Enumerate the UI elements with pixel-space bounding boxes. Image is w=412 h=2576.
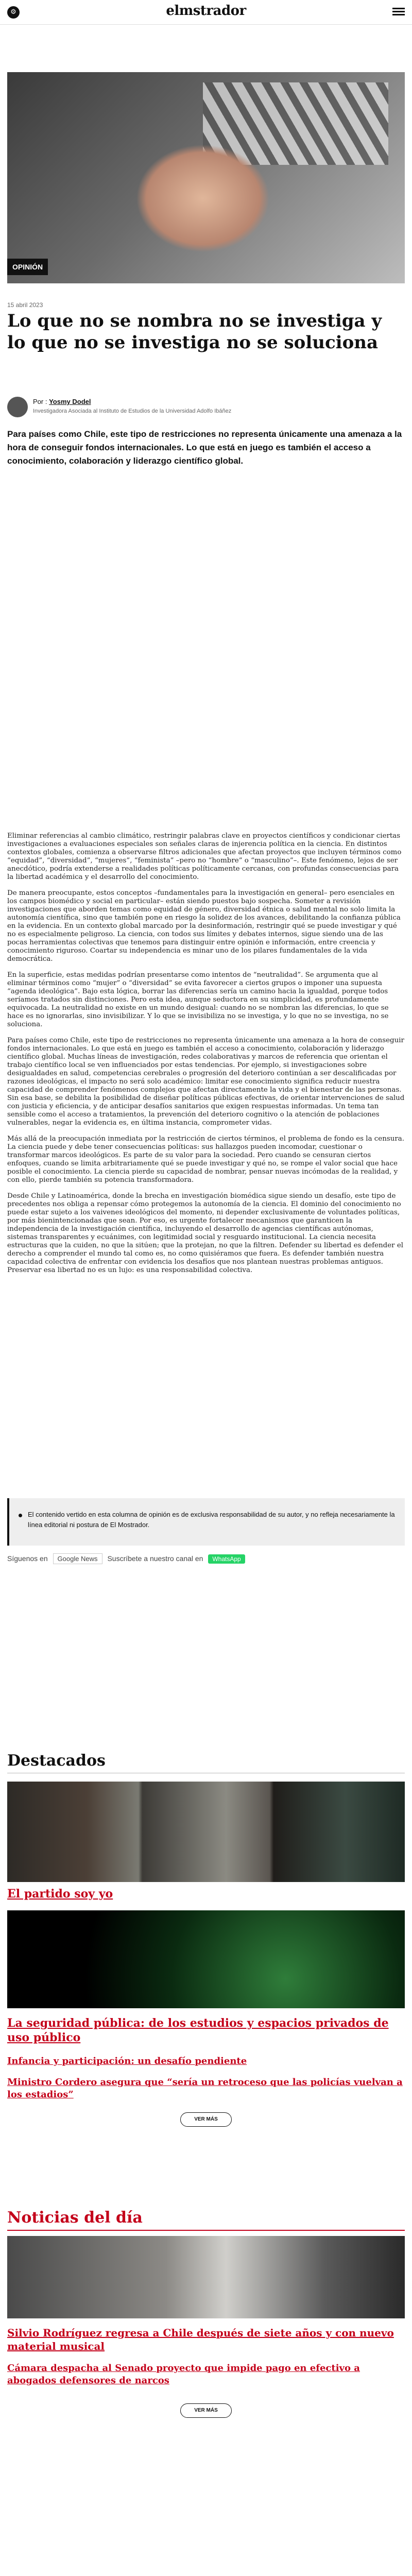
destacados-headline-2[interactable]: La seguridad pública: de los estudios y espacios privados de uso público (7, 2016, 389, 2044)
noticias-headline-2[interactable]: Cámara despacha al Senado proyecto que impide pago en efectivo a abogados defensores de narcos (7, 2363, 360, 2386)
article-body (7, 832, 405, 1282)
logo-prefix: el (166, 3, 179, 19)
article-lead: Para países como Chile, este tipo de restricciones no representa únicamente una amenaza a la hora de conseguir fondos internacionales. Lo que está en juego es también el acceso a conocimiento, colaboración y liderazgo científico global. (7, 429, 402, 466)
article-title: Lo que no se nombra no se investiga y lo que no se investiga no se soluciona (7, 311, 382, 353)
author-name-line (33, 398, 91, 405)
author-prefix: Por : (33, 398, 47, 405)
gear-icon[interactable]: ⚙ (7, 6, 20, 19)
noticias-headline-1[interactable]: Silvio Rodríguez regresa a Chile después de siete años y con nuevo material musical (7, 2327, 394, 2352)
hero-image (7, 72, 405, 283)
noticias-title: Noticias del día (7, 2209, 405, 2231)
noticias-image-1[interactable] (7, 2236, 405, 2318)
destacados-title: Destacados (7, 1752, 405, 1773)
whatsapp-button[interactable]: WhatsApp (208, 1554, 245, 1564)
author-role: Investigadora Asociada al Instituto de Estudios de la Universidad Adolfo Ibáñez (33, 408, 232, 414)
body-paragraph: Desde Chile y Latinoamérica, donde la brecha en investigación biomédica sigue siendo un desafío, este tipo de precedentes nos obliga a repensar cómo protegemos la autonomía de la ciencia. El dominio del conocimiento no puede estar sujeto a los vaivenes ideológicos del momento, ni depender exclusivamente de voluntades políticas, por más bienintencionadas que sean. Por eso, es urgente fortalecer mecanismos que garanticen la independencia de la investigación científica, incluyendo el desarrollo de agencias científicas autónomas, sistemas transparentes y ecuánimes, con legitimidad social y resguardo institucional. La ciencia necesita estructuras que la cuiden, no que la sitúen; que la protejan, no que la filtren. Defender su libertad es defender el derecho a comprender el mundo tal como es, no como quisiéramos que fuera. Es defender también nuestra capacidad colectiva de enfrentar con evidencia los desafíos que nos plantean nuestras problemas antiguos. Preservar esa libertad no es un lujo: es una responsabilidad colectiva. (7, 1192, 404, 1274)
author-link[interactable]: Yosmy Dodel (49, 398, 91, 405)
body-paragraph: En la superficie, estas medidas podrían presentarse como intentos de “neutralidad”. Se argumenta que al eliminar términos como “mujer” o “diversidad” se evita favorecer a ciertos grupos o imponer una supuesta “agenda ideológica”. Bajo esta lógica, borrar las diferencias sería un camino hacia la igualdad, porque todos seríamos tratados sin distinciones. Pero esta idea, aunque seductora en su simplicidad, es profundamente equivocada. La neutralidad no existe en un mundo desigual: cuando no se nombran las diferencias, lo que se hace es no ignorarlas, sino invisibilizar. Y lo que se invisibiliza no se investiga, y lo que no se investiga, no se soluciona. (7, 971, 389, 1028)
body-paragraph: Eliminar referencias al cambio climático, restringir palabras clave en proyectos científicos y condicionar ciertas investigaciones a evaluaciones especiales son señales claras de injerencia política en la ciencia. En distintos contextos globales, comienza a observarse filtros adicionales que afectan proyectos que incluyen términos como “equidad”, “diversidad”, “mujeres”, “feminista” –pero no “hombre” o “masculino”–. Este fenómeno, lejos de ser anecdótico, podría extenderse a realidades políticas políticamente cercanas, con profundas consecuencias para la libertad académica y el desarrollo del conocimiento. (7, 832, 402, 881)
destacados-headline-1[interactable]: El partido soy yo (7, 1887, 113, 1901)
destacados-headline-3[interactable]: Infancia y participación: un desafío pendiente (7, 2056, 247, 2066)
section-tag[interactable]: OPINIÓN (7, 259, 48, 275)
follow-bar (7, 1553, 405, 1568)
destacados-headline-4[interactable]: Ministro Cordero asegura que “sería un retroceso que las policías vuelvan a los estadios” (7, 2077, 403, 2100)
logo-suffix: strador (193, 3, 246, 19)
hero-hand (136, 144, 270, 252)
follow-text: Síguenos en (7, 1554, 48, 1563)
site-logo[interactable] (166, 3, 246, 19)
author-block (7, 397, 404, 422)
hamburger-menu-icon[interactable] (392, 6, 405, 19)
article-date: 15 abril 2023 (7, 301, 43, 309)
destacados-image-2[interactable] (7, 1910, 405, 2008)
author-avatar[interactable] (7, 397, 28, 417)
whatsapp-text: Suscríbete a nuestro canal en (107, 1554, 203, 1563)
logo-mark: m (179, 3, 193, 19)
body-paragraph: Más allá de la preocupación inmediata por la restricción de ciertos términos, el problema de fondo es la censura. La ciencia puede y debe tener consecuencias políticas: sus hallazgos pueden incomodar, cuestionar o transformar marcos ideológicos. Es parte de su valor para la sociedad. Pero cuando se censuran ciertos enfoques, cuando se limita arbitrariamente qué se puede investigar y qué no, se rompe el valor social que hace posible el conocimiento. La ciencia pierde su capacidad de nombrar, pensar nuevas incómodas de la realidad, y con ello, pierde también su potencia transformadora. (7, 1135, 404, 1184)
body-paragraph: De manera preocupante, estos conceptos –fundamentales para la investigación en general– pero esenciales en los campos biomédico y social en particular– están siendo puestos bajo sospecha. Someter a revisión investigaciones que aborden temas como equidad de género, diversidad étnica o salud mental no solo limita la autonomía científica, sino que también pone en riesgo la solidez de los avances, debilitando la confianza pública en la evidencia. En un contexto global marcado por la desinformación, restringir qué se puede investigar y qué no es especialmente peligroso. La ciencia, con todos sus límites y debates internos, sigue siendo una de las pocas herramientas colectivas que tenemos para distinguir entre opinión e información, entre creencia y conocimiento riguroso. Coartar su independencia es minar uno de los pilares fundamentales de la vida democrática. (7, 889, 401, 963)
destacados-image-1[interactable] (7, 1782, 405, 1882)
google-news-button[interactable]: Google News (53, 1553, 102, 1564)
destacados-more-button[interactable]: VER MÁS (180, 2112, 232, 2127)
site-header (0, 0, 412, 25)
body-paragraph: Para países como Chile, este tipo de restricciones no representa únicamente una amenaza a la hora de conseguir fondos internacionales. Lo que está en juego es también el acceso a conocimiento, colaboración y liderazgo científico global. Muchas líneas de investigación, redes colaborativas y marcos de referencia que orientan el trabajo científico local se ven influenciados por estas tendencias. Por ejemplo, si investigaciones sobre desigualdades en salud, competencias cerebrales o progresión del deterioro continúan a ser descalificadas por razones ideológicas, el impacto no será solo académico: limitar ese conocimiento significa reducir nuestra capacidad de comprender fenómenos complejos que afectan directamente la vida y el bienestar de las personas. Sin esa base, se debilita la posibilidad de diseñar políticas públicas efectivas, de orientar intervenciones de salud con justicia y eficiencia, y de anticipar desafíos sanitarios que exigen respuestas informadas. Un tema tan sensible como el acceso a tratamientos, la prevención del deterioro cognitivo o la atención de poblaciones vulnerables, negar la evidencia es, en última instancia, comprometer vidas. (7, 1037, 405, 1127)
disclaimer-box: El contenido vertido en esta columna de opinión es de exclusiva responsabilidad de su autor, y no refleja necesariamente la línea editorial ni postura de El Mostrador. (7, 1498, 405, 1546)
noticias-more-button[interactable]: VER MÁS (180, 2403, 232, 2418)
